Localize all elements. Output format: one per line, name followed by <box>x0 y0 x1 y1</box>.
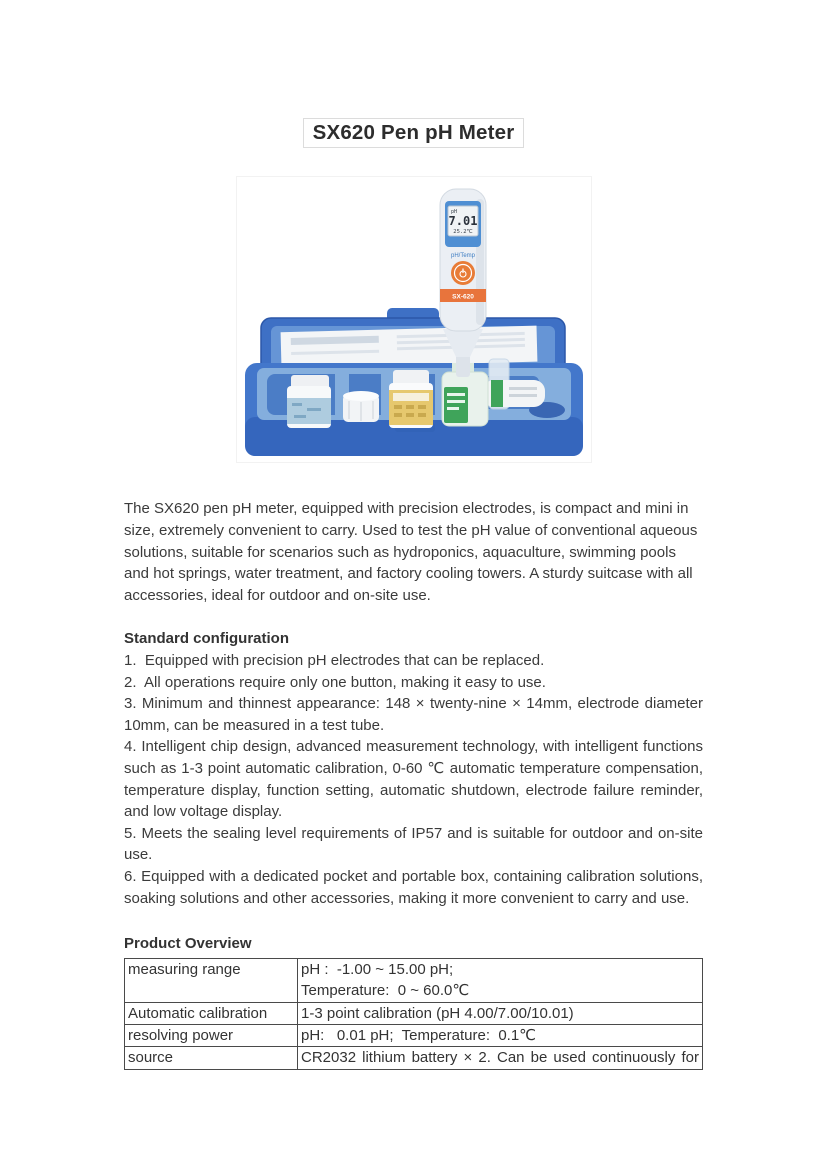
spec-value <box>298 1024 703 1046</box>
spec-value-line: pH : -1.00 ~ 15.00 pH; <box>301 960 454 978</box>
product-photo-illustration <box>237 177 591 462</box>
ph-temp-label: pH/Temp <box>450 253 475 260</box>
spec-value-line: 1-3 point calibration (pH 4.00/7.00/10.01) <box>301 1004 574 1022</box>
spec-label: measuring range <box>125 958 298 1002</box>
spec-value <box>298 1002 703 1024</box>
table-row <box>125 1024 703 1046</box>
standard-configuration-heading: Standard configuration <box>124 630 289 648</box>
product-photo <box>236 176 592 463</box>
spec-label: Automatic calibration <box>125 1002 298 1024</box>
model-band <box>440 289 486 302</box>
lcd-reading: 7.01 <box>448 214 477 229</box>
product-description: The SX620 pen pH meter, equipped with precision electrodes, is compact and mini in size, extremely convenient to carry. Used to test the pH value of conventional aqueous solutions, suitable for scenarios such as hydroponics, aquaculture, swimming pools and hot springs, water treatment, and factory cooling towers. A sturdy suitcase with all accessories, ideal for outdoor and on-site use. <box>124 500 698 604</box>
bottle-yellow-label <box>389 370 433 428</box>
white-cap <box>343 391 379 422</box>
page-title: SX620 Pen pH Meter <box>303 118 525 148</box>
standard-configuration-section <box>124 628 703 909</box>
config-item-1: 1. Equipped with precision pH electrodes that can be replaced. <box>124 652 545 670</box>
spec-value <box>298 958 703 1002</box>
config-item-6: 6. Equipped with a dedicated pocket and portable box, containing calibration solutions, soaking solutions and other accessories, making it more convenient to carry and use. <box>124 867 703 907</box>
bottle-blue-label <box>287 375 331 428</box>
cal-button <box>451 261 475 285</box>
product-overview-heading: Product Overview <box>124 935 252 953</box>
title-row <box>124 104 703 161</box>
config-item-5: 5. Meets the sealing level requirements of IP57 and is suitable for outdoor and on-site use. <box>124 824 703 864</box>
spec-label: resolving power <box>125 1024 298 1046</box>
spec-value-line: pH: 0.01 pH; Temperature: 0.1℃ <box>301 1026 537 1044</box>
lcd-temperature: 25.2℃ <box>452 229 473 236</box>
lcd-ph-flag: pH <box>450 209 457 216</box>
table-row <box>125 1047 703 1069</box>
bottle-green-label-horizontal <box>483 380 545 407</box>
config-item-3: 3. Minimum and thinnest appearance: 148 × twenty-nine × 14mm, electrode diameter 10mm, can be measured in a test tube. <box>124 695 703 734</box>
spec-label: source <box>125 1047 298 1069</box>
product-overview-section <box>124 933 703 1070</box>
spec-value-line: Temperature: 0 ~ 60.0℃ <box>301 982 470 1000</box>
config-item-4: 4. Intelligent chip design, advanced measurement technology, with intelligent functions such as 1-3 point automatic calibration, 0-60 ℃ automatic temperature compensation, temperature display, function setting, automatic shutdown, electrode failure reminder, and low voltage display. <box>124 738 703 821</box>
spec-value-line: CR2032 lithium battery × 2. Can be used continuously for <box>301 1049 699 1067</box>
table-row <box>125 958 703 1002</box>
table-row <box>125 1002 703 1024</box>
lcd-display <box>448 206 478 236</box>
model-band-label: SX-620 <box>451 293 474 301</box>
config-item-2: 2. All operations require only one button, making it easy to use. <box>124 673 546 691</box>
product-overview-table <box>124 958 703 1070</box>
spec-value <box>298 1047 703 1069</box>
